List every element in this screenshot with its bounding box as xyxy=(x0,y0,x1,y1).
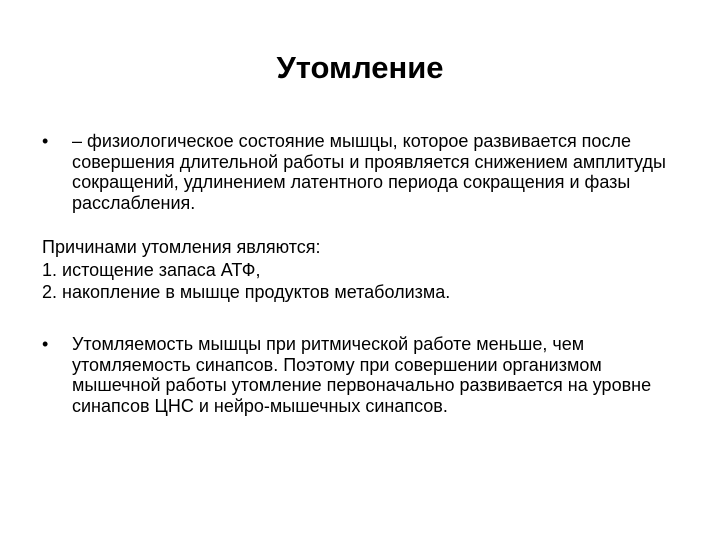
bullet-definition xyxy=(42,131,682,213)
bullet-marker: • xyxy=(42,131,49,151)
slide-title-text: Утомление xyxy=(276,50,444,85)
causes-list xyxy=(42,236,682,304)
bullet-fatigability xyxy=(42,334,682,416)
bullet-definition-text: – физиологическое состояние мышцы, которое развивается после совершения длительной работы и проявляется снижением амплитуды сокращений, удлинением латентного периода сокращения и фазы расслабления. xyxy=(72,131,666,213)
causes-heading: Причинами утомления являются: xyxy=(42,237,321,257)
cause-item-2: 2. накопление в мышце продуктов метаболизма. xyxy=(42,282,451,302)
cause-item-1: 1. истощение запаса АТФ, xyxy=(42,259,261,280)
slide-title xyxy=(0,46,720,90)
bullet-marker: • xyxy=(42,334,49,354)
bullet-fatigability-text: Утомляемость мышцы при ритмической работе меньше, чем утомляемость синапсов. Поэтому при совершении организмом мышечной работы утомление первоначально развивается на уровне синапсов ЦНС и нейро-мышечных синапсов. xyxy=(72,334,652,416)
